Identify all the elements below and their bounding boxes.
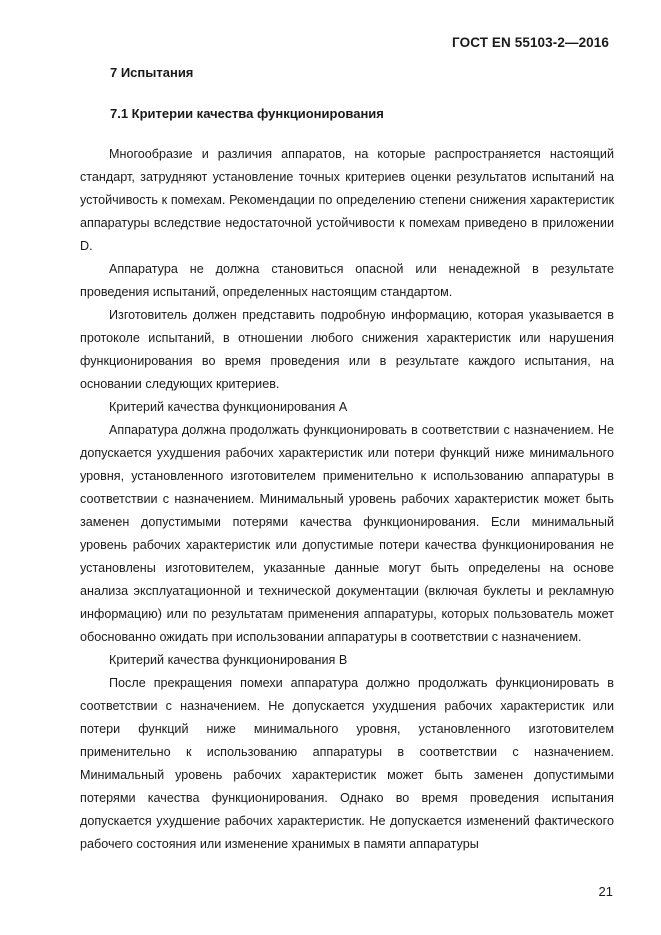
- page-number: 21: [598, 884, 613, 899]
- section-title: 7 Испытания: [110, 65, 194, 80]
- criterion-heading-b: Критерий качества функционирования B: [109, 653, 348, 667]
- paragraph: Аппаратура должна продолжать функционировать в соответствии с назначением. Не допускается ухудшения рабочих характеристик или потери функций ниже минимального уровня, установленного изготовителем применительно к использованию аппаратуры в соответствии с назначением. Минимальный уровень рабочих характеристик может быть заменен допустимыми потерями качества функционирования. Если минимальный уровень рабочих характеристик или допустимые потери качества функционирования не установлены изготовителем, указанные данные могут быть определены на основе анализа эксплуатационной и технической документации (включая буклеты и рекламную информацию) или по результатам применения аппаратуры, которых пользователь может обоснованно ожидать при использовании аппаратуры в соответствии с назначением.: [80, 423, 614, 644]
- paragraph: Многообразие и различия аппаратов, на которые распространяется настоящий стандарт, затрудняют установление точных критериев оценки результатов испытаний на устойчивость к помехам. Рекомендации по определению степени снижения характеристик аппаратуры вследствие недостаточной устойчивости к помехам приведено в приложении D.: [80, 147, 614, 253]
- standard-header: ГОСТ EN 55103-2—2016: [452, 35, 609, 50]
- criterion-heading-a: Критерий качества функционирования A: [109, 400, 348, 414]
- body-text: [80, 143, 614, 856]
- subsection-title: 7.1 Критерии качества функционирования: [110, 106, 384, 121]
- paragraph: Изготовитель должен представить подробную информацию, которая указывается в протоколе испытаний, в отношении любого снижения характеристик или нарушения функционирования во время проведения или в результате каждого испытания, на основании следующих критериев.: [80, 308, 614, 391]
- paragraph: После прекращения помехи аппаратура должно продолжать функционировать в соответствии с назначением. Не допускается ухудшения рабочих характеристик или потери функций ниже минимального уровня, установленного изготовителем применительно к использованию аппаратуры в соответствии с назначением. Минимальный уровень рабочих характеристик может быть заменен допустимыми потерями качества функционирования. Однако во время проведения испытания допускается ухудшение рабочих характеристик. Не допускается изменений фактического рабочего состояния или изменение хранимых в памяти аппаратуры: [80, 676, 614, 851]
- paragraph: Аппаратура не должна становиться опасной или ненадежной в результате проведения испытаний, определенных настоящим стандартом.: [80, 262, 614, 299]
